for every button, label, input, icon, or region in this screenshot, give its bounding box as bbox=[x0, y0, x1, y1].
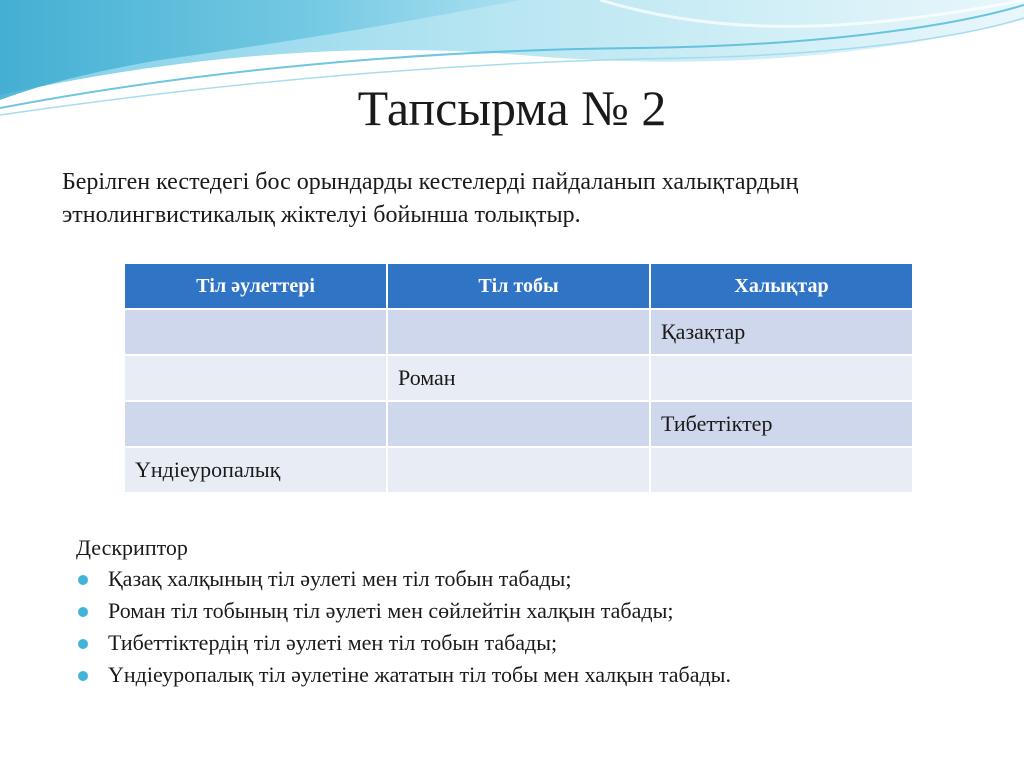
list-item bbox=[78, 627, 978, 659]
table-cell[interactable] bbox=[650, 355, 913, 401]
table-header-row bbox=[124, 263, 913, 309]
table-cell[interactable]: Роман bbox=[387, 355, 650, 401]
column-header-peoples: Халықтар bbox=[650, 263, 913, 309]
list-item-text: Қазақ халқының тіл әулеті мен тіл тобын табады; bbox=[108, 566, 572, 591]
table-row bbox=[124, 401, 913, 447]
table-row bbox=[124, 447, 913, 493]
slide-title: Тапсырма № 2 bbox=[357, 80, 667, 136]
table-cell[interactable] bbox=[387, 447, 650, 493]
bullet-dot-icon bbox=[78, 575, 88, 585]
list-item bbox=[78, 563, 978, 595]
task-instruction: Берілген кестедегі бос орындарды кестелерді пайдаланып халықтардың этнолингвистикалық жіктелуі бойынша толықтыр. bbox=[62, 169, 799, 228]
table-cell[interactable] bbox=[650, 447, 913, 493]
column-header-language-group: Тіл тобы bbox=[387, 263, 650, 309]
column-header-language-family: Тіл әулеттері bbox=[124, 263, 387, 309]
table-cell[interactable]: Қазақтар bbox=[650, 309, 913, 355]
list-item-text: Роман тіл тобының тіл әулеті мен сөйлейтін халқын табады; bbox=[108, 598, 674, 623]
table-cell[interactable]: Үндіеуропалық bbox=[124, 447, 387, 493]
table-cell[interactable] bbox=[124, 355, 387, 401]
list-item bbox=[78, 595, 978, 627]
bullet-dot-icon bbox=[78, 639, 88, 649]
table-cell[interactable] bbox=[124, 401, 387, 447]
table-row bbox=[124, 309, 913, 355]
list-item bbox=[78, 659, 978, 691]
table-row bbox=[124, 355, 913, 401]
descriptor-heading: Дескриптор bbox=[76, 535, 188, 560]
classification-table bbox=[123, 262, 914, 494]
list-item-text: Тибеттіктердің тіл әулеті мен тіл тобын табады; bbox=[108, 630, 558, 655]
list-item-text: Үндіеуропалық тіл әулетіне жататын тіл тобы мен халқын табады. bbox=[108, 662, 731, 687]
table-cell[interactable] bbox=[387, 309, 650, 355]
bullet-dot-icon bbox=[78, 607, 88, 617]
descriptor-list bbox=[78, 563, 978, 691]
table-cell[interactable] bbox=[387, 401, 650, 447]
bullet-dot-icon bbox=[78, 671, 88, 681]
table-cell[interactable] bbox=[124, 309, 387, 355]
table-cell[interactable]: Тибеттіктер bbox=[650, 401, 913, 447]
